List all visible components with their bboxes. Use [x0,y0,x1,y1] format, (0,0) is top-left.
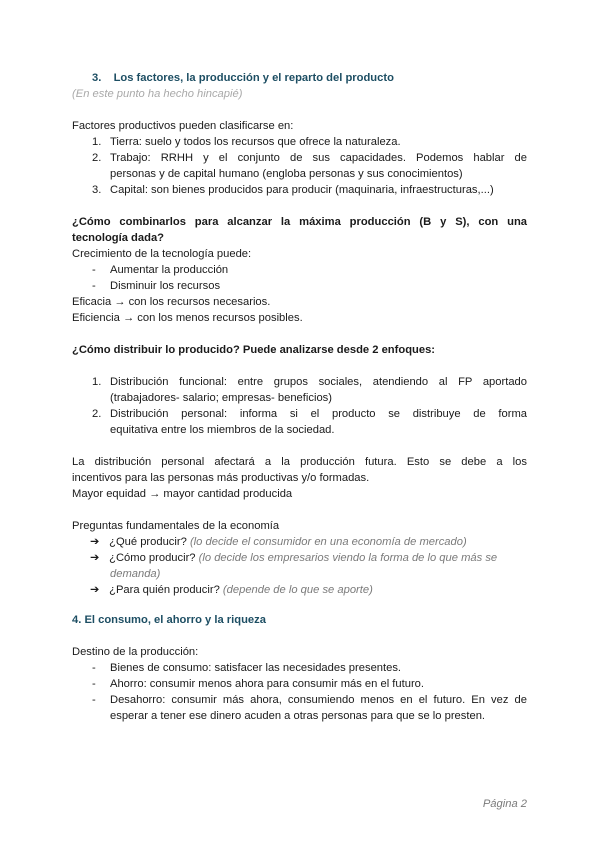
destination-item-2: Ahorro: consumir menos ahora para consumir más en el futuro. [110,678,425,690]
distribution-paragraph-line-2: incentivos para las personas más productivas y/o formadas. [72,472,370,484]
question-label: ¿Para quién producir? [109,584,220,596]
bullet-mark: - [92,662,96,674]
factor-number-1: 1. [92,136,102,148]
questions-intro: Preguntas fundamentales de la economía [72,520,280,532]
section-3-number: 3. [92,72,102,84]
factors-intro: Factores productivos pueden clasificarse en: [72,120,294,132]
question-item-1 [90,535,467,551]
factor-number-2: 2. [92,152,102,164]
combine-question-line-1: ¿Cómo combinarlos para alcanzar la máxima producción (B y S), con una [72,216,527,228]
arrow-icon: ➔ [90,536,100,548]
page-number-text: Página 2 [482,798,527,810]
distribution-number-2: 2. [92,408,102,420]
bullet-mark: - [92,280,96,292]
growth-bullet-1: Aumentar la producción [110,264,229,276]
question-item-2 [90,551,497,567]
eficiencia-line: Eficiencia → con los menos recursos posibles. [72,312,303,324]
growth-intro: Crecimiento de la tecnología puede: [72,248,252,260]
arrow-icon: ➔ [90,552,100,564]
factor-item-3: Capital: son bienes producidos para producir (maquinaria, infraestructuras,...) [110,184,494,196]
bullet-mark: - [92,678,96,690]
bullet-mark: - [92,264,96,276]
question-note: (lo decide los empresarios viendo la forma de lo que más se [198,552,498,564]
factor-item-2-line-1: Trabajo: RRHH y el conjunto de sus capacidades. Podemos hablar de [110,152,527,164]
destination-item-1: Bienes de consumo: satisfacer las necesidades presentes. [110,662,402,674]
bullet-mark: - [92,694,96,706]
distribution-item-1-line-1: Distribución funcional: entre grupos sociales, atendiendo al FP aportado [110,376,527,388]
section-3-heading [92,71,394,87]
distribution-item-1-line-2: (trabajadores- salario; empresas- beneficios) [110,392,332,404]
combine-question-line-2: tecnología dada? [72,232,164,244]
section-3-note: (En este punto ha hecho hincapié) [72,88,243,100]
distribute-question: ¿Cómo distribuir lo producido? Puede analizarse desde 2 enfoques: [72,344,436,356]
arrow-icon: ➔ [90,584,100,596]
section-4-heading: 4. El consumo, el ahorro y la riqueza [72,614,266,626]
distribution-item-2-line-2: equitativa entre los miembros de la sociedad. [110,424,335,436]
eficacia-line: Eficacia → con los recursos necesarios. [72,296,271,308]
distribution-paragraph-line-1: La distribución personal afectará a la producción futura. Esto se debe a los [72,456,527,468]
equity-line: Mayor equidad → mayor cantidad producida [72,488,293,500]
question-note-continuation: demanda) [110,568,161,580]
question-label: ¿Qué producir? [109,536,187,548]
section-3-title: Los factores, la producción y el reparto del producto [113,72,394,84]
distribution-item-2-line-1: Distribución personal: informa si el producto se distribuye de forma [110,408,527,420]
question-label: ¿Cómo producir? [109,552,196,564]
growth-bullet-2: Disminuir los recursos [110,280,221,292]
question-item-3 [90,583,373,599]
page-number [480,797,527,813]
question-note: (lo decide el consumidor en una economía de mercado) [189,536,467,548]
destination-item-3-line-1: Desahorro: consumir más ahora, consumiendo menos en el futuro. En vez de [110,694,527,706]
section-4-intro: Destino de la producción: [72,646,199,658]
distribution-number-1: 1. [92,376,102,388]
factor-item-1: Tierra: suelo y todos los recursos que ofrece la naturaleza. [110,136,401,148]
destination-item-3-line-2: esperar a tener ese dinero acuden a otras personas para que se lo presten. [110,710,486,722]
factor-item-2-line-2: personas y de capital humano (engloba personas y sus conocimientos) [110,168,463,180]
factor-number-3: 3. [92,184,102,196]
question-note: (depende de lo que se aporte) [222,584,373,596]
